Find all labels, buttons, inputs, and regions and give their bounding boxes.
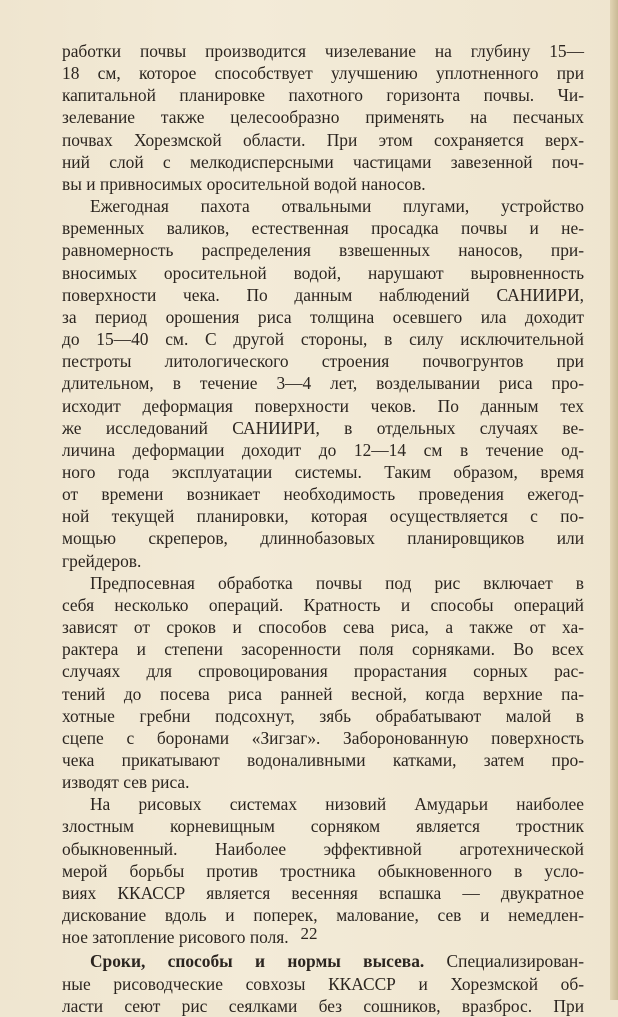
- text-line: себя несколько операций. Кратность и способы операций: [62, 594, 584, 615]
- text-line: чека прикатывают водоналивными катками, затем про-: [62, 750, 584, 770]
- page-text: [62, 40, 584, 1017]
- text-line: виях ККАССР является весенняя вспашка — двукратное: [62, 882, 584, 903]
- paragraph-1: [62, 40, 584, 195]
- text-line: зависят от сроков и способов сева риса, а также от ха-: [62, 617, 584, 638]
- text-line: злостным корневищным сорняком является тростник: [62, 816, 584, 837]
- page-number: 22: [300, 924, 318, 943]
- text-line: от времени возникает необходимость проведения ежегод-: [62, 484, 584, 505]
- text-line: тений до посева риса ранней весной, когда верхние па-: [62, 683, 584, 704]
- text-line: исходит деформация поверхности чеков. По данным тех: [62, 395, 584, 416]
- text-line: грейдеров.: [62, 550, 142, 571]
- paragraph-5: [62, 950, 584, 1016]
- text-line: сцепе с боронами «Зигзаг». Заборонованную поверхность: [62, 727, 584, 748]
- text-line: ное затопление рисового поля.: [62, 927, 289, 948]
- text-line: вносимых оросительной водой, нарушают выровненность: [62, 262, 584, 283]
- text-line: почвах Хорезмской области. При этом сохраняется верх-: [62, 129, 584, 150]
- text-line: рактера и степени засоренности поля сорняками. Во всех: [62, 639, 584, 660]
- text-line: капитальной планировке пахотного горизонта почвы. Чи-: [62, 85, 584, 106]
- text-line: ной текущей планировки, которая осуществляется с по-: [62, 506, 584, 527]
- text-line: ний слой с мелкодисперсными частицами завезенной поч-: [62, 151, 584, 172]
- text-line: личина деформации доходит до 12—14 см в течение од-: [62, 439, 584, 460]
- text-line: же исследований САНИИРИ, в отдельных случаях ве-: [62, 417, 584, 438]
- paragraph-2: [62, 195, 584, 572]
- paragraph-3: [62, 572, 584, 794]
- text-line: равномерность распределения взвешенных наносов, при-: [62, 240, 584, 261]
- text-line: случаях для спровоцирования прорастания сорных рас-: [62, 661, 584, 682]
- text-line: зелевание также целесообразно применять на песчаных: [62, 107, 584, 128]
- text-line: вы и привносимых оросительной водой наносов.: [62, 173, 426, 194]
- text-line: до 15—40 см. С другой стороны, в силу исключительной: [62, 329, 584, 350]
- text-line: ного года эксплуатации системы. Таким образом, время: [62, 461, 584, 482]
- text-line: поверхности чека. По данным наблюдений САНИИРИ,: [62, 284, 584, 305]
- text-line: длительном, в течение 3—4 лет, возделывании риса про-: [62, 373, 584, 394]
- section-heading: Сроки, способы и нормы высева.: [90, 951, 425, 972]
- text-line: Предпосевная обработка почвы под рис включает в: [90, 572, 584, 593]
- text-line: мощью скреперов, длиннобазовых планировщиков или: [62, 528, 584, 549]
- text-line: пестроты литологического строения почвогрунтов при: [62, 351, 584, 372]
- text-line: изводят сев риса.: [62, 772, 190, 793]
- text-line: 18 см, которое способствует улучшению уплотненного при: [62, 63, 584, 84]
- page-edge-shadow: [610, 0, 618, 1000]
- text-line: дискование вдоль и поперек, малование, сев и немедлен-: [62, 905, 584, 926]
- text-line: мерой борьбы против тростника обыкновенного в усло-: [62, 860, 584, 881]
- text-line: хотные гребни подсохнут, зябь обрабатывают малой в: [62, 705, 584, 726]
- text-line: обыкновенный. Наиболее эффективной агротехнической: [62, 838, 584, 859]
- text-line: [62, 950, 584, 972]
- text-line: работки почвы производится чизелевание на глубину 15—: [62, 41, 584, 61]
- text-line: Ежегодная пахота отвальными плугами, устройство: [90, 196, 584, 217]
- text-line: На рисовых системах низовий Амударьи наиболее: [90, 794, 584, 815]
- text-line: ласти сеют рис сеялками без сошников, вразброс. При: [62, 995, 584, 1016]
- text-line: за период орошения риса толщина осевшего ила доходит: [62, 306, 584, 327]
- text-line: ные рисоводческие совхозы ККАССР и Хорезмской об-: [62, 973, 584, 994]
- heading-line-rest: Специализирован-: [424, 951, 585, 972]
- text-line: временных валиков, естественная просадка почвы и не-: [62, 218, 584, 239]
